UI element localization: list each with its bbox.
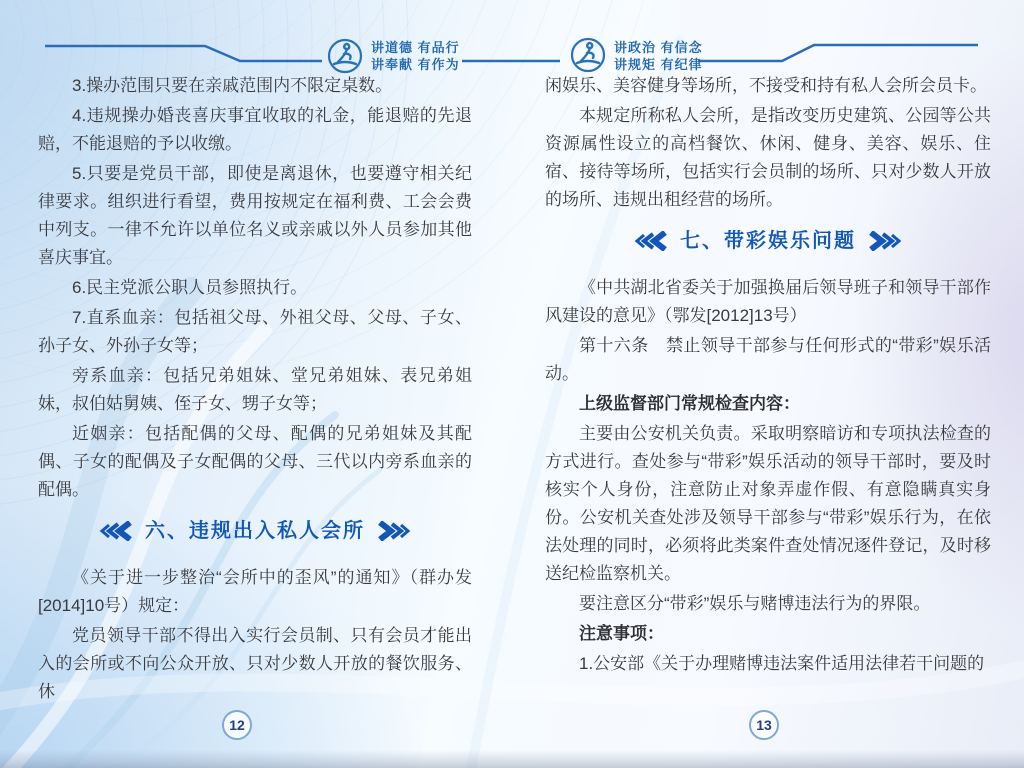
chevrons-left-icon <box>632 231 668 251</box>
section-heading-text: 六、违规出入私人会所 <box>145 520 365 542</box>
section-heading-left <box>38 516 472 546</box>
paragraph-left-6: 近姻亲：包括配偶的父母、配偶的兄弟姐妹及其配偶、子女的配偶及子女配偶的父母、三代以内旁系血亲的配偶。 <box>38 424 472 499</box>
paragraph-left-4: 7.直系血亲：包括祖父母、外祖父母、父母、子女、孙子女、外孙子女等； <box>38 308 472 355</box>
chevrons-left-icon <box>97 521 133 541</box>
paragraph-right-7: 要注意区分“带彩”娱乐与赌博违法行为的界限。 <box>579 594 931 613</box>
paragraph-left-8: 《关于进一步整治“会所中的歪风”的通知》（群办发[2014]10号）规定： <box>38 568 472 615</box>
page-number-left: 12 <box>222 710 252 740</box>
bold-label-right-8: 注意事项： <box>579 624 664 643</box>
paragraph-right-9: 1.公安部《关于办理赌博违法案件适用法律若干问题的 <box>579 654 985 673</box>
slogan-right-line2: 讲规矩 有纪律 <box>614 57 703 72</box>
section-heading-text: 七、带彩娱乐问题 <box>680 230 856 252</box>
slogan-left <box>371 39 460 73</box>
bold-label-right-5: 上级监督部门常规检查内容： <box>579 394 800 413</box>
paragraph-left-5: 旁系血亲：包括兄弟姐妹、堂兄弟姐妹、表兄弟姐妹，叔伯姑舅姨、侄子女、甥子女等； <box>38 366 472 413</box>
paragraph-left-1: 4.违规操办婚丧喜庆事宜收取的礼金，能退赔的先退赔，不能退赔的予以收缴。 <box>38 106 472 153</box>
slogan-right <box>614 39 703 73</box>
chevrons-right-icon <box>868 231 904 251</box>
paragraph-left-9: 党员领导干部不得出入实行会员制、只有会员才能出入的会所或不向公众开放、只对少数人开放的餐饮服务、休 <box>38 626 472 701</box>
paragraph-right-6: 主要由公安机关负责。采取明察暗访和专项执法检查的方式进行。查处参与“带彩”娱乐活动的领导干部时，要及时核实个人身份，注意防止对象弄虚作假、有意隐瞒真实身份。公安机关查处涉及领导干部参与“带彩”娱乐行为，在依法处理的同时，必须将此类案件查处情况逐件登记，及时移送纪检监察机关。 <box>545 424 991 583</box>
section-heading-right <box>545 226 991 256</box>
chevrons-right-icon <box>377 521 413 541</box>
party-emblem-right <box>569 36 607 76</box>
paragraph-right-3: 《中共湖北省委关于加强换届后领导班子和领导干部作风建设的意见》（鄂发[2012]13号） <box>545 278 991 325</box>
page-number-right: 13 <box>749 710 779 740</box>
right-page-body <box>545 72 991 680</box>
slogan-left-line1: 讲道德 有品行 <box>371 40 460 55</box>
paragraph-right-4: 第十六条 禁止领导干部参与任何形式的“带彩”娱乐活动。 <box>545 336 991 383</box>
paragraph-left-0: 3.操办范围只要在亲戚范围内不限定桌数。 <box>72 76 393 95</box>
slogan-left-line2: 讲奉献 有作为 <box>371 57 460 72</box>
paragraph-right-0: 闲娱乐、美容健身等场所，不接受和持有私人会所会员卡。 <box>545 76 987 95</box>
emblem-icon <box>569 36 607 76</box>
paragraph-left-2: 5.只要是党员干部，即使是离退休，也要遵守相关纪律要求。组织进行看望，费用按规定在福利费、工会会费中列支。一律不允许以单位名义或亲戚以外人员参加其他喜庆事宜。 <box>38 164 472 267</box>
party-emblem-left <box>326 37 364 77</box>
paragraph-right-1: 本规定所称私人会所，是指改变历史建筑、公园等公共资源属性设立的高档餐饮、休闲、健身、美容、娱乐、住宿、接待等场所，包括实行会员制的场所、只对少数人开放的场所、违规出租经营的场所。 <box>545 106 991 209</box>
left-page-body <box>38 72 472 708</box>
paragraph-left-3: 6.民主党派公职人员参照执行。 <box>72 278 308 297</box>
emblem-icon <box>326 37 364 77</box>
slogan-right-line1: 讲政治 有信念 <box>614 40 703 55</box>
